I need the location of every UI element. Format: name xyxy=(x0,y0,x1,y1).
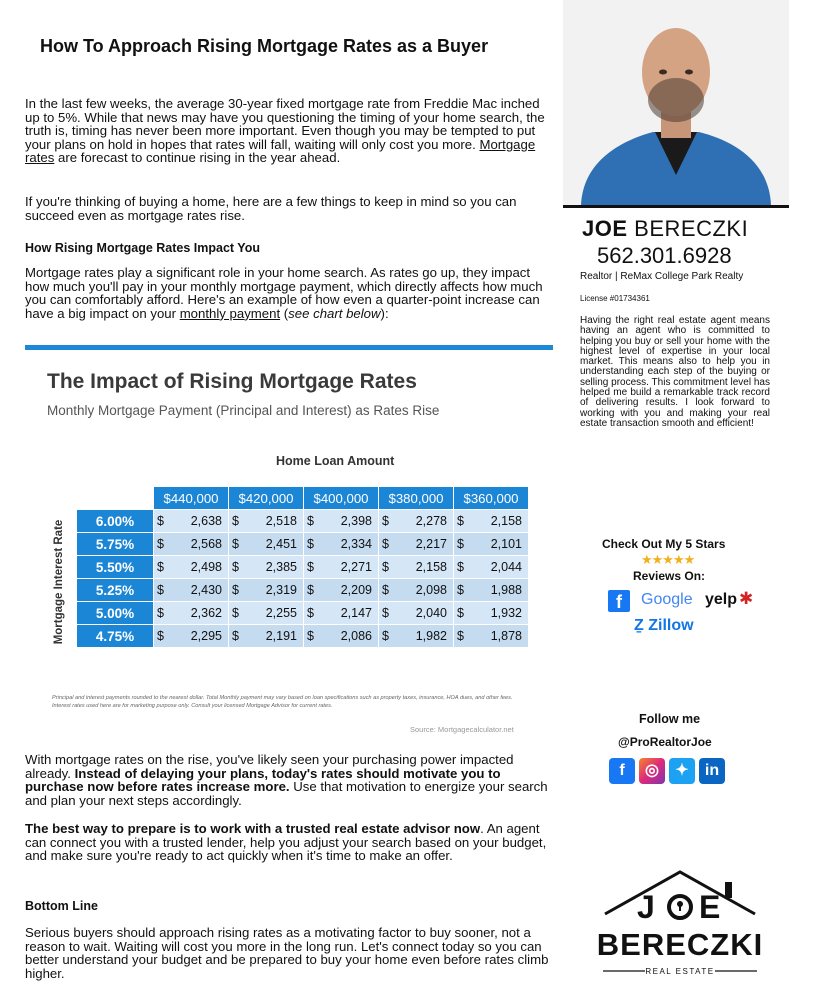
currency-symbol: $ xyxy=(232,514,239,528)
svg-text:BERECZKI: BERECZKI xyxy=(596,927,764,962)
currency-symbol: $ xyxy=(457,583,464,597)
reviews-on-label: Reviews On: xyxy=(633,569,706,583)
payment-cell xyxy=(454,533,528,555)
svg-text:J: J xyxy=(637,889,655,925)
bottom-line-paragraph: Serious buyers should approach rising rates as a motivating factor to buy sooner, not a reason to wait. Waiting will cost you more in the long run. Let's connect today so you can better understand your budget and be prepared to buy your home even before rates climb higher. xyxy=(25,925,549,981)
table-row xyxy=(77,602,528,624)
twitter-icon[interactable]: ✦ xyxy=(669,758,695,784)
currency-symbol: $ xyxy=(232,537,239,551)
social-icons-row xyxy=(609,758,729,788)
payment-value: 2,398 xyxy=(340,514,372,528)
currency-symbol: $ xyxy=(457,629,464,643)
chart-subtitle: Monthly Mortgage Payment (Principal and Interest) as Rates Rise xyxy=(47,403,440,418)
agent-bio: Having the right real estate agent means having an agent who is committed to helping you buy or sell your home with the highest level of expertise in your local market. This means also to help you in understanding each step of the buying or selling process. This commitment level has helped me build a remarkable track record of delivering results. I look forward to working with you and making your real estate transaction smooth and efficient! xyxy=(580,315,770,429)
facebook-icon[interactable]: f xyxy=(609,758,635,784)
payment-value: 2,044 xyxy=(490,560,522,574)
column-header: $360,000 xyxy=(454,487,528,509)
social-handle[interactable]: @ProRealtorJoe xyxy=(618,735,712,749)
payment-value: 2,278 xyxy=(415,514,447,528)
payment-cell xyxy=(304,625,378,647)
google-link[interactable]: Google xyxy=(641,591,693,608)
chart-source: Source: Mortgagecalculator.net xyxy=(410,725,514,734)
payment-value: 1,932 xyxy=(490,606,522,620)
payment-cell xyxy=(454,579,528,601)
section-heading-bottom-line: Bottom Line xyxy=(25,899,98,913)
payment-value: 2,271 xyxy=(340,560,372,574)
payment-cell xyxy=(154,510,228,532)
payment-cell xyxy=(379,556,453,578)
company-logo xyxy=(595,870,765,980)
follow-heading: Follow me xyxy=(639,712,701,726)
currency-symbol: $ xyxy=(382,629,389,643)
column-axis-label: Home Loan Amount xyxy=(276,454,395,468)
payment-cell xyxy=(154,579,228,601)
currency-symbol: $ xyxy=(157,560,164,574)
currency-symbol: $ xyxy=(382,606,389,620)
column-header: $380,000 xyxy=(379,487,453,509)
payment-value: 2,191 xyxy=(265,629,297,643)
currency-symbol: $ xyxy=(232,606,239,620)
currency-symbol: $ xyxy=(457,560,464,574)
zillow-link[interactable]: Ẕ Zillow xyxy=(634,617,694,634)
currency-symbol: $ xyxy=(457,537,464,551)
rate-label: 5.50% xyxy=(77,556,153,578)
agent-title: Realtor | ReMax College Park Realty xyxy=(580,271,744,282)
payment-cell xyxy=(379,602,453,624)
payment-cell xyxy=(304,579,378,601)
purchasing-power-paragraph: With mortgage rates on the rise, you've likely seen your purchasing power impacted already. Instead of delaying your plans, today's rates should motivate you to purchase now before rates increase more. Use that motivation to energize your search and plan your next steps accordingly. xyxy=(25,752,548,808)
payment-cell xyxy=(379,625,453,647)
currency-symbol: $ xyxy=(382,583,389,597)
agent-photo xyxy=(563,0,789,205)
table-row xyxy=(77,625,528,647)
payment-cell xyxy=(229,625,303,647)
payment-value: 2,158 xyxy=(490,514,522,528)
payment-cell xyxy=(229,533,303,555)
currency-symbol: $ xyxy=(457,606,464,620)
payment-cell xyxy=(229,602,303,624)
payment-value: 2,498 xyxy=(190,560,222,574)
rate-label: 5.00% xyxy=(77,602,153,624)
payment-cell xyxy=(379,510,453,532)
payment-value: 2,362 xyxy=(190,606,222,620)
currency-symbol: $ xyxy=(382,514,389,528)
row-axis-label: Mortgage Interest Rate xyxy=(53,519,65,645)
rate-label: 6.00% xyxy=(77,510,153,532)
yelp-burst-icon: ✱ xyxy=(739,589,754,608)
payment-value: 2,430 xyxy=(190,583,222,597)
payment-value: 1,982 xyxy=(415,629,447,643)
currency-symbol: $ xyxy=(307,629,314,643)
instagram-icon[interactable]: ◎ xyxy=(639,758,665,784)
payment-cell xyxy=(304,533,378,555)
buying-paragraph: If you're thinking of buying a home, here are a few things to keep in mind so you can succeed even as mortgage rates rise. xyxy=(25,194,517,223)
facebook-icon[interactable]: f xyxy=(608,590,630,612)
agent-license: License #01734361 xyxy=(580,294,650,303)
payment-cell xyxy=(379,533,453,555)
mortgage-rate-table xyxy=(76,486,529,648)
advisor-paragraph: The best way to prepare is to work with a trusted real estate advisor now. An agent can connect you with a trusted lender, help you adjust your search based on your budget, and make sure you're ready to act quickly when it's time to make an offer. xyxy=(25,821,547,864)
table-row xyxy=(77,510,528,532)
payment-value: 2,158 xyxy=(415,560,447,574)
intro-paragraph: In the last few weeks, the average 30-year fixed mortgage rate from Freddie Mac inched up to 5%. While that news may have you questioning the timing of your home search, the truth is, timing has never been more important. Even though you may be tempted to put your plans on hold in hopes that rates will fall, waiting will only cost you more. Mortgage rates are forecast to continue rising in the year ahead. xyxy=(25,96,545,166)
payment-cell xyxy=(154,533,228,555)
payment-value: 2,086 xyxy=(340,629,372,643)
currency-symbol: $ xyxy=(157,583,164,597)
table-row xyxy=(77,556,528,578)
column-header: $420,000 xyxy=(229,487,303,509)
photo-divider xyxy=(563,205,789,208)
payment-cell xyxy=(229,579,303,601)
payment-value: 2,255 xyxy=(265,606,297,620)
currency-symbol: $ xyxy=(457,514,464,528)
currency-symbol: $ xyxy=(307,583,314,597)
rate-label: 4.75% xyxy=(77,625,153,647)
payment-value: 2,568 xyxy=(190,537,222,551)
payment-cell xyxy=(304,556,378,578)
payment-cell xyxy=(154,556,228,578)
payment-cell xyxy=(454,625,528,647)
payment-value: 2,295 xyxy=(190,629,222,643)
agent-phone[interactable]: 562.301.6928 xyxy=(597,243,732,268)
chart-divider xyxy=(25,345,553,350)
payment-value: 1,878 xyxy=(490,629,522,643)
impact-paragraph: Mortgage rates play a significant role in your home search. As rates go up, they impact how much you'll pay in your monthly mortgage payment, which directly affects how much you can comfortably afford. Here's an example of how even a quarter-point increase can have a big impact on your monthly payment (see chart below): xyxy=(25,265,543,321)
monthly-payment-link[interactable]: monthly payment xyxy=(179,305,281,321)
rate-label: 5.75% xyxy=(77,533,153,555)
payment-value: 2,451 xyxy=(265,537,297,551)
review-sites-row xyxy=(608,589,768,613)
payment-cell xyxy=(454,556,528,578)
linkedin-icon[interactable]: in xyxy=(699,758,725,784)
reviews-heading: Check Out My 5 Stars xyxy=(602,537,726,551)
table-row xyxy=(77,533,528,555)
payment-value: 2,518 xyxy=(265,514,297,528)
payment-cell xyxy=(154,602,228,624)
payment-value: 2,101 xyxy=(490,537,522,551)
payment-cell xyxy=(454,602,528,624)
five-star-icon: ★★★★★ xyxy=(641,552,695,567)
payment-cell xyxy=(379,579,453,601)
payment-value: 2,319 xyxy=(265,583,297,597)
payment-value: 2,638 xyxy=(190,514,222,528)
column-header: $440,000 xyxy=(154,487,228,509)
payment-value: 2,385 xyxy=(265,560,297,574)
agent-name: JOE BERECZKI xyxy=(582,216,749,241)
column-header: $400,000 xyxy=(304,487,378,509)
payment-cell xyxy=(304,510,378,532)
currency-symbol: $ xyxy=(232,560,239,574)
rate-label: 5.25% xyxy=(77,579,153,601)
currency-symbol: $ xyxy=(232,629,239,643)
currency-symbol: $ xyxy=(382,560,389,574)
payment-cell xyxy=(154,625,228,647)
payment-cell xyxy=(229,556,303,578)
currency-symbol: $ xyxy=(307,560,314,574)
table-row xyxy=(77,579,528,601)
payment-cell xyxy=(304,602,378,624)
payment-value: 1,988 xyxy=(490,583,522,597)
currency-symbol: $ xyxy=(382,537,389,551)
payment-cell xyxy=(454,510,528,532)
payment-cell xyxy=(229,510,303,532)
currency-symbol: $ xyxy=(157,514,164,528)
payment-value: 2,040 xyxy=(415,606,447,620)
svg-text:E: E xyxy=(699,889,721,925)
currency-symbol: $ xyxy=(157,537,164,551)
currency-symbol: $ xyxy=(307,537,314,551)
currency-symbol: $ xyxy=(307,514,314,528)
table-corner xyxy=(77,487,153,509)
currency-symbol: $ xyxy=(307,606,314,620)
page-title: How To Approach Rising Mortgage Rates as a Buyer xyxy=(40,36,489,56)
payment-value: 2,334 xyxy=(340,537,372,551)
svg-text:REAL ESTATE: REAL ESTATE xyxy=(645,967,715,976)
mortgage-rates-link[interactable]: Mortgage rates xyxy=(25,136,536,166)
chart-footnote: Principal and interest payments rounded to the nearest dollar. Total Monthly payment may vary based on loan specifications such as property taxes, insurance, HOA dues, and other fees. Interest rates used here are for marketing purpose only. Consult your licensed Mortgage Advisor for current rates. xyxy=(52,695,513,709)
zillow-icon: Ẕ xyxy=(634,617,644,634)
chart-title: The Impact of Rising Mortgage Rates xyxy=(47,370,417,393)
currency-symbol: $ xyxy=(157,606,164,620)
payment-value: 2,147 xyxy=(340,606,372,620)
payment-value: 2,217 xyxy=(415,537,447,551)
currency-symbol: $ xyxy=(157,629,164,643)
payment-value: 2,098 xyxy=(415,583,447,597)
yelp-link[interactable]: yelp xyxy=(705,591,738,608)
payment-value: 2,209 xyxy=(340,583,372,597)
currency-symbol: $ xyxy=(232,583,239,597)
section-heading-impact: How Rising Mortgage Rates Impact You xyxy=(25,241,260,255)
